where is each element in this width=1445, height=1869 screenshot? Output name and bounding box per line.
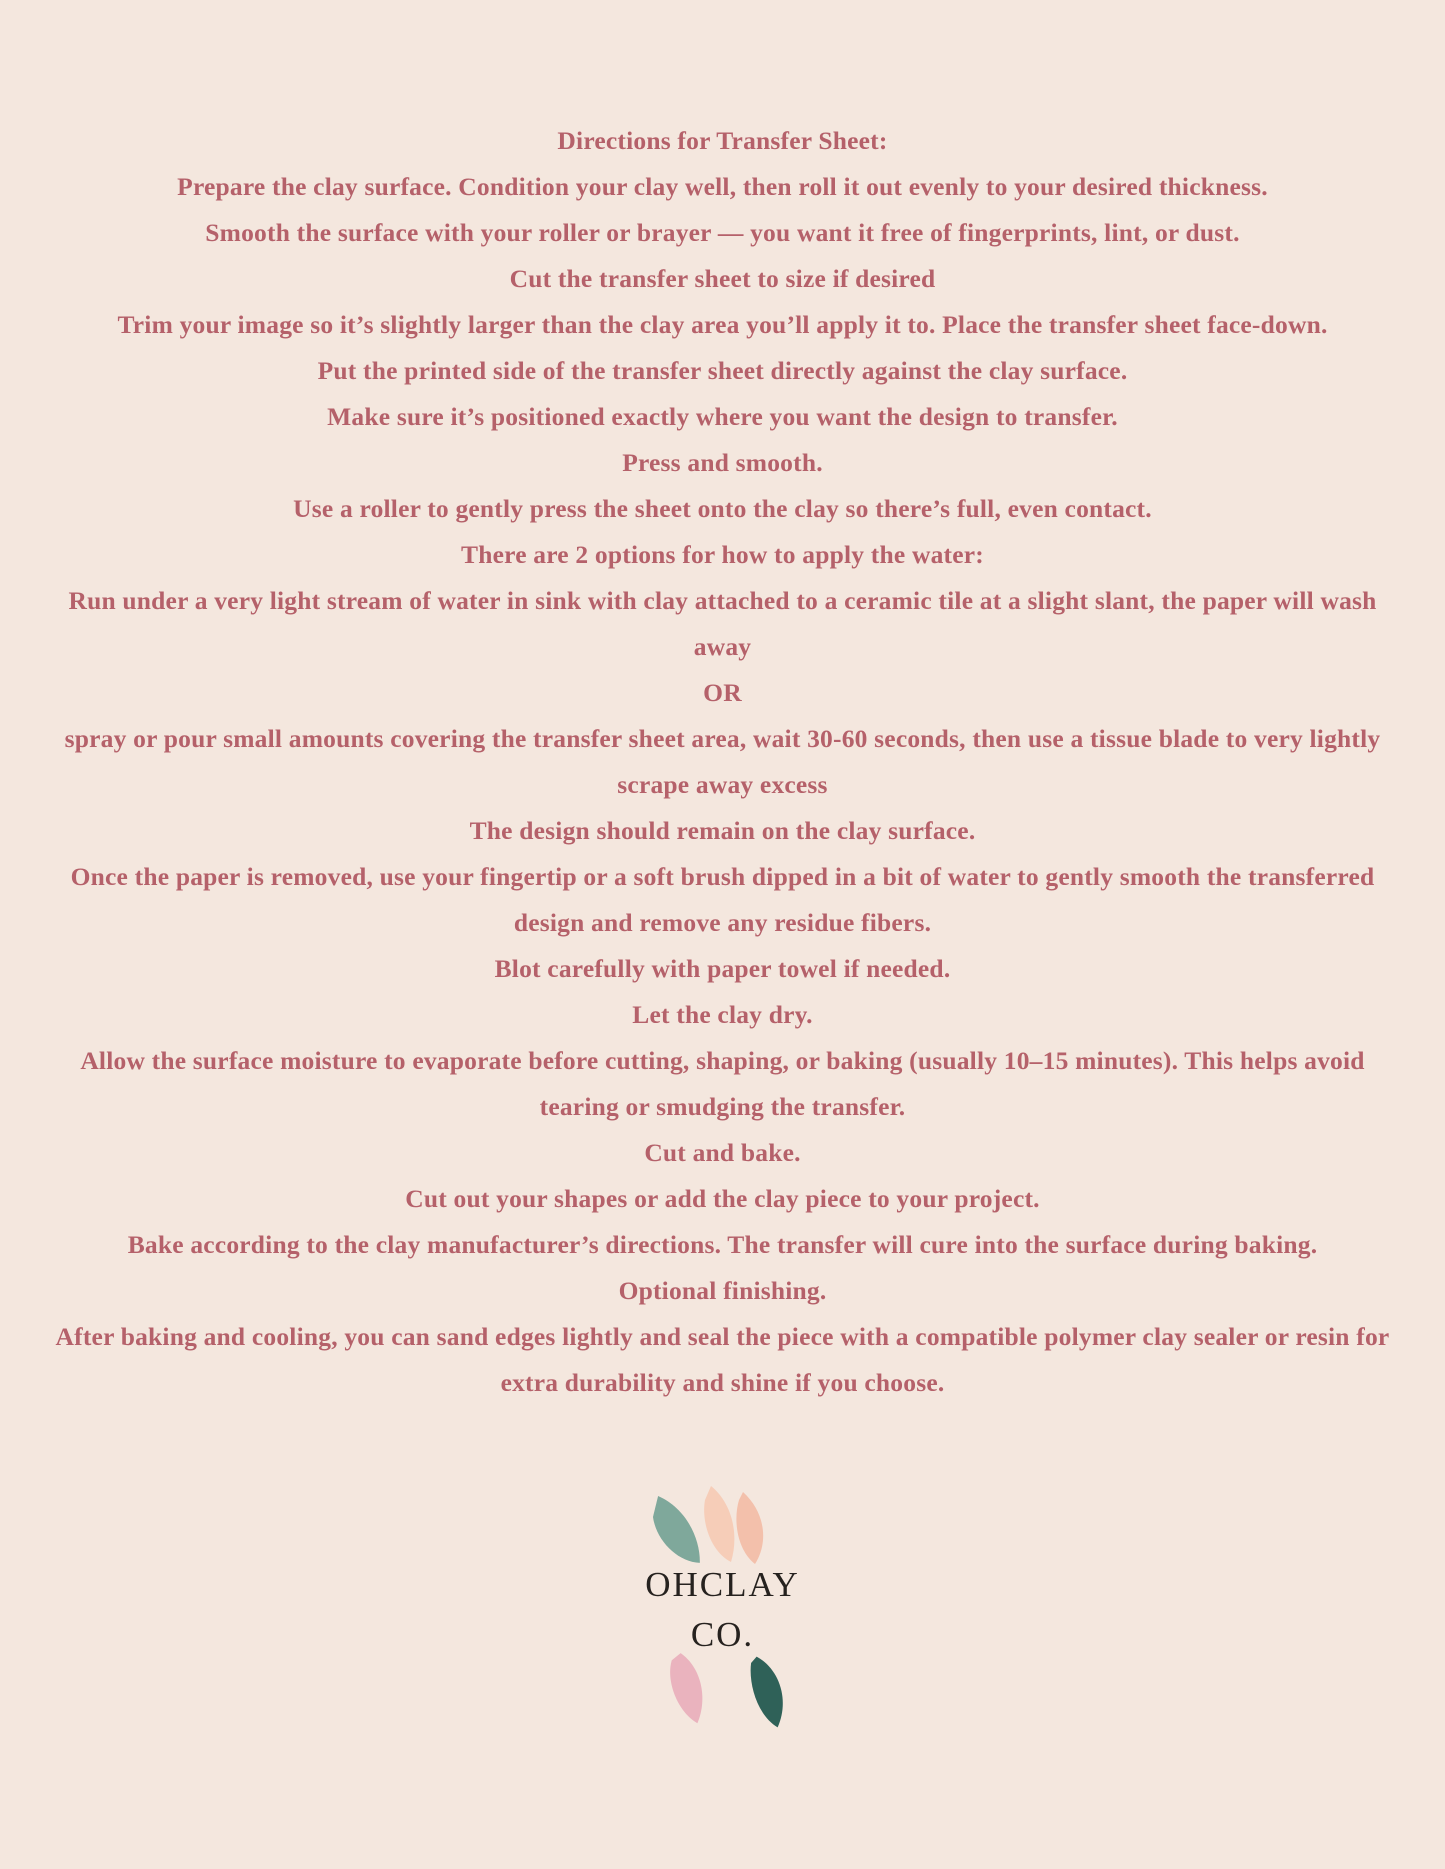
instruction-line: Allow the surface moisture to evaporate before cutting, shaping, or baking (usually 10–15 minutes). This helps avoid tearing or smudging the transfer. — [80, 1046, 1365, 1121]
instruction-line: Use a roller to gently press the sheet onto the clay so there’s full, even contact. — [293, 494, 1152, 523]
instruction-line: Make sure it’s positioned exactly where you want the design to transfer. — [327, 402, 1118, 431]
instructions-title: Directions for Transfer Sheet: — [557, 126, 888, 155]
instruction-line: Optional finishing. — [618, 1276, 827, 1305]
instruction-line: Smooth the surface with your roller or brayer — you want it free of fingerprints, lint, or dust. — [205, 218, 1240, 247]
instruction-line: After baking and cooling, you can sand edges lightly and seal the piece with a compatible polymer clay sealer or resin for extra durability and shine if you choose. — [55, 1322, 1390, 1397]
instruction-line: Cut out your shapes or add the clay piece to your project. — [405, 1184, 1040, 1213]
instruction-line: Cut the transfer sheet to size if desired — [509, 264, 936, 293]
instruction-line: The design should remain on the clay surface. — [469, 816, 976, 845]
instruction-line: spray or pour small amounts covering the transfer sheet area, wait 30-60 seconds, then use a tissue blade to very lightly scrape away excess — [64, 724, 1381, 799]
logo-line-2: CO. — [690, 1615, 755, 1654]
brand-logo — [603, 1470, 843, 1750]
instruction-line: Blot carefully with paper towel if needed. — [494, 954, 951, 983]
instruction-line: Bake according to the clay manufacturer’s directions. The transfer will cure into the surface during baking. — [127, 1230, 1318, 1259]
instruction-line: OR — [703, 678, 742, 707]
instruction-line: Put the printed side of the transfer sheet directly against the clay surface. — [317, 356, 1128, 385]
instruction-line: Press and smooth. — [622, 448, 823, 477]
instruction-line: Prepare the clay surface. Condition your clay well, then roll it out evenly to your desired thickness. — [177, 172, 1268, 201]
instruction-line: Once the paper is removed, use your fingertip or a soft brush dipped in a bit of water to gently smooth the transferred design and remove any residue fibers. — [70, 862, 1375, 937]
instruction-line: Run under a very light stream of water in sink with clay attached to a ceramic tile at a slight slant, the paper will wash away — [68, 586, 1377, 661]
instruction-line: Let the clay dry. — [632, 1000, 813, 1029]
instruction-line: Cut and bake. — [644, 1138, 801, 1167]
instruction-line: There are 2 options for how to apply the water: — [461, 540, 984, 569]
instruction-line: Trim your image so it’s slightly larger than the clay area you’ll apply it to. Place the transfer sheet face-down. — [117, 310, 1328, 339]
logo-line-1: OHCLAY — [645, 1565, 800, 1604]
instructions-block — [50, 118, 1395, 1406]
logo-wordmark — [645, 1560, 800, 1660]
